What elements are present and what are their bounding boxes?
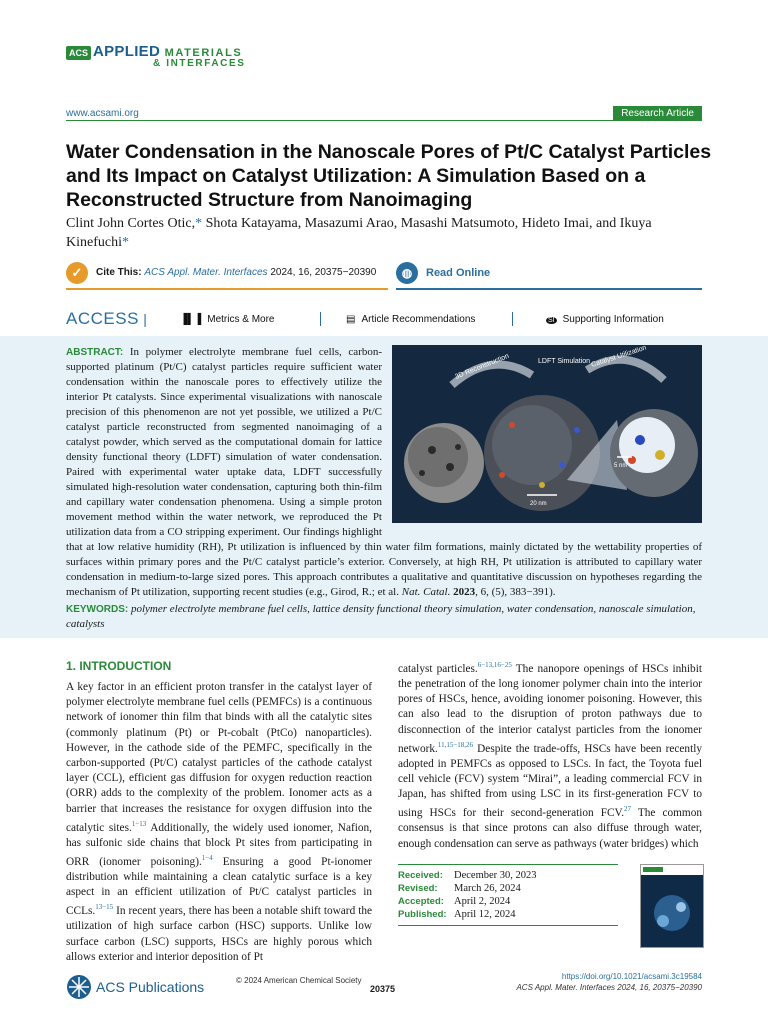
article-recommendations-link[interactable]: ▤ Article Recommendations: [346, 314, 476, 325]
toc-scale-label: 20 nm: [530, 501, 547, 507]
journal-logo-line2: & INTERFACES: [153, 58, 246, 69]
article-title: Water Condensation in the Nanoscale Pores of Pt/C Catalyst Particles and Its Impact on Catalyst Utilization: A Simulation Based on a Reconstructed Structure from Nanoimaging: [66, 141, 712, 211]
citation-link[interactable]: 1−4: [201, 854, 213, 862]
author-list: [66, 214, 706, 252]
toc-graphic[interactable]: [392, 345, 702, 523]
abstract: 3D Reconstruction Catalyst Utilization LDFT Simulation 20 nm 5 nm ABSTRACT: In polymer electrolyte membrane fuel cells, carbon-supported platinum (Pt/C) catalyst particles require sufficient water condensation within the nanoscale pores to effectively utilize the interior Pt catalysts. Since experimental visualizations with nanoscale precision of this phenomenon are not yet possible, we utilized a Pt/C catalyst particle reconstructed from segmented nanoimaging of a catalyst powder, which served as the computational domain for lattice density functional theory (LDFT) simulation of water condensation. Paired with experimental water uptake data, LDFT successfully simulated high-resolution water condensation, capturing both thin-film and capillary water condensation phenomena. Using a simple proton movement method within the water network, we reproduced the Pt utilization data from a CO stripping experiment. Our findings highlight that at low relative humidity (RH), Pt utilization is influenced by thin water film formations, mainly dictated by the wettability properties of surfaces within primary pores and the Pt/C catalyst particle’s exterior. Conversely, at high RH, Pt utilization is attributed to capillary water condensation in medium-to-large sized pores. This approach contributes a qualitative and quantitative discussion on hypotheses regarding the mechanism of Pt utilization, supporting recent studies (e.g., Girod, R.; et al. Nat. Catal. 2023, 6, (5), 383−391).: [66, 345, 702, 598]
toc-scale-label: 5 nm: [614, 463, 628, 469]
read-online-button[interactable]: ◍ Read Online: [396, 262, 702, 290]
keywords-label: KEYWORDS:: [66, 604, 129, 615]
citation-link[interactable]: 6−13,16−25: [477, 661, 512, 669]
article-type-badge: Research Article: [613, 106, 702, 121]
globe-icon: ◍: [396, 262, 418, 284]
toc-arrow-label: Catalyst Utilization: [590, 345, 648, 369]
header-divider: [66, 120, 702, 121]
si-icon: SI: [548, 317, 555, 324]
metrics-more-link[interactable]: ▐▌▐ Metrics & More: [180, 314, 275, 325]
journal-url-link[interactable]: www.acsami.org: [66, 108, 139, 119]
corresponding-author-mark[interactable]: *: [195, 216, 203, 231]
journal-reference: ACS Appl. Mater. Interfaces 2024, 16, 20375−20390: [516, 983, 702, 992]
section-heading: 1. INTRODUCTION: [66, 659, 172, 673]
citation-link[interactable]: 13−15: [95, 903, 114, 912]
copyright: © 2024 American Chemical Society: [236, 976, 362, 985]
keywords-text: polymer electrolyte membrane fuel cells, lattice density functional theory simulation, water condensation, nanoscale simulation, catalysts: [66, 603, 696, 630]
cite-this-button[interactable]: ✓ Cite This: ACS Appl. Mater. Interfaces 2024, 16, 20375−20390: [66, 262, 388, 290]
keywords: [66, 602, 702, 632]
citation-link[interactable]: 11,15−18,26: [437, 740, 474, 749]
document-icon: ▤: [346, 314, 356, 325]
journal-logo-line1: APPLIED MATERIALS: [93, 43, 243, 60]
bar-chart-icon: ▐▌▐: [180, 314, 202, 325]
doi-link[interactable]: https://doi.org/10.1021/acsami.3c19584: [561, 972, 702, 981]
supporting-information-link[interactable]: SI Supporting Information: [548, 314, 664, 325]
citation-link[interactable]: 1−13: [131, 819, 147, 828]
intro-left-column: A key factor in an efficient proton transfer in the catalyst layer of polymer electrolyte membrane fuel cells (PEMFCs) is a continuous network of ionomer thin film that binds with all the catalytic sites (commonly platinum (Pt) or Pt-cobalt (PtCo) nanoparticles). However, in the cathode side of the PEMFC, specifically in the carbon-supported (Pt/C) catalyst particles of the cathode catalyst layer (CCL), efficient gas diffusion for oxygen reduction reaction (ORR) adds to the complexity of the problem. Ionomer acts as a barrier that increases the resistance for oxygen diffusion into the catalytic sites.$^{1-13}$ Additionally, the widely used ionomer, Nafion, has sulfonic side chains that block Pt sites from participating in ORR (ionomer poisoning).$^{1-4}$ Ensuring a good Pt-ionomer distribution while maintaining a clean catalytic surface is a key aspect in an efficient utilization of Pt/C catalyst particles in CCLs.$^{13-15}$ In recent years, there has been a notable shift toward the utilization of high surface carbon (HSC) supports. Unlike low surface carbon (LSC) supports, HSCs are highly porous which allows exterior and interior deposition of Pt: [66, 681, 372, 963]
cite-journal: ACS Appl. Mater. Interfaces: [144, 267, 268, 278]
intro-right-column: catalyst particles.$^{6-13,16-25}$ The nanopore openings of HSCs inhibit the penetration of the long ionomer polymer chain into the interior pores of HSCs, hence, avoiding ionomer poisoning. However, this can also lead to the disruption of proton pathways due to disconnection of the interior catalyst particles from the ionomer network.$^{11,15-18,26}$ Despite the trade-offs, HSCs have been recently adopted in PEMFCs as opposed to LSCs. In fact, the Toyota fuel cell vehicle (FCV) system “Mirai”, a leading commercial FCV in Japan, has shifted from using LSC in its first-generation FCV to using HSCs for their second-generation FCV.$^{27}$ The common consensus is that since protons can also diffuse through water, enough condensation can serve as pathways (water bridges) which: [398, 661, 703, 850]
abstract-label: ABSTRACT:: [66, 347, 124, 358]
acs-logo-mark: ACS: [66, 46, 91, 60]
citation-link[interactable]: 27: [624, 805, 632, 814]
acs-publications-logo[interactable]: ACS Publications: [66, 974, 204, 1000]
access-label: ACCESS |: [66, 309, 148, 328]
toc-arrow-label: 3D Reconstruction: [454, 352, 511, 381]
page-number: 20375: [370, 984, 396, 994]
author-name: Clint John Cortes Otic,: [66, 216, 196, 231]
access-separator: [320, 312, 321, 326]
toc-center-label: LDFT Simulation: [538, 358, 591, 365]
journal-cover-thumbnail[interactable]: [640, 864, 704, 948]
publication-dates: Received: December 30, 2023 Revised: March 26, 2024 Accepted: April 2, 2024 Published: April 12, 2024: [398, 864, 618, 926]
acs-burst-icon: [66, 974, 92, 1000]
author-name: Shota Katayama, Masazumi Arao, Masashi Matsumoto, Hideto Imai, and Ikuya Kinefuchi: [66, 216, 652, 250]
check-circle-icon: ✓: [66, 262, 88, 284]
access-separator: [512, 312, 513, 326]
corresponding-author-mark[interactable]: *: [121, 235, 129, 250]
abstract-text: In polymer electrolyte membrane fuel cells, carbon-supported platinum (Pt/C) catalyst particles require sufficient water condensation within the nanoscale pores to effectively utilize the interior Pt catalysts. Since experimental visualizations with nanoscale precision of this phenomenon are not yet possible, we utilized a Pt/C catalyst particle reconstructed from segmented nanoimaging of a catalyst powder, which served as the computational domain for lattice density functional theory (LDFT) simulation of water condensation. Paired with experimental water uptake data, LDFT successfully simulated high-resolution water condensation, capturing both thin-film and capillary water condensation phenomena. Using a simple proton movement method within the water network, we reproduced the Pt utilization data from a CO stripping experiment. Our findings highlight that at low relative humidity (RH), Pt utilization is influenced by thin water film formations, mainly dictated by the wettability properties of surfaces within primary pores and the Pt/C catalyst particle’s exterior. Conversely, at high RH, Pt utilization is attributed to capillary water condensation in medium-to-large sized pores. This approach contributes a qualitative and quantitative discussion on hypotheses regarding the mechanism of Pt utilization, supporting recent studies (e.g., Girod, R.; et al.: [66, 346, 702, 598]
